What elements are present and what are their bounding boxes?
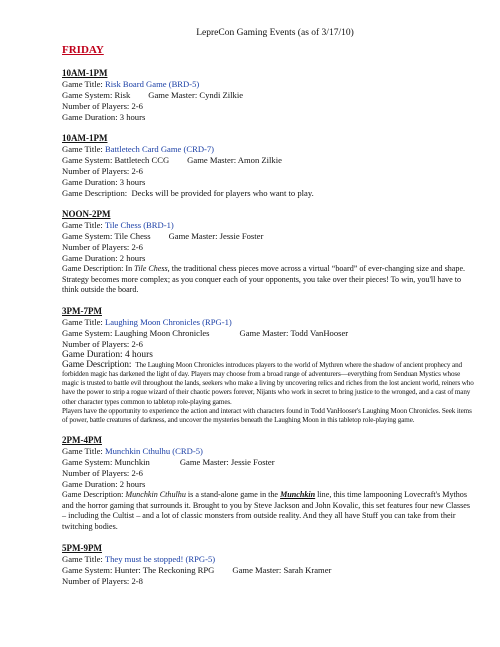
game-title-line — [62, 317, 474, 328]
players-label: Number of Players: — [62, 242, 132, 252]
event-entry — [62, 306, 474, 425]
game-system-line — [62, 457, 474, 468]
game-master: Todd VanHooser — [290, 327, 349, 338]
event-time: 5PM-9PM — [62, 542, 102, 553]
game-master: Jessie Foster — [219, 231, 264, 241]
game-system-label: Game System: — [62, 231, 115, 241]
game-system-line — [62, 328, 474, 339]
description-text: line, this time lampooning Lovecraft's Mythos and the horror gaming that surrounds it. Brought to you by Steve Jackson and John Kovalic, this set features four new Classes – including the Cultist – and a lot of classic monsters from outside reality. And they all have Stuff you can take from their twitching bodies. — [62, 490, 470, 531]
description-label: Game Description: — [62, 264, 126, 273]
duration-value: 2 hours — [119, 479, 146, 490]
event-entry — [62, 68, 474, 123]
duration-line — [62, 112, 474, 123]
game-system: Risk — [114, 90, 131, 100]
players-value: 2-6 — [131, 101, 143, 111]
duration-value: 2 hours — [119, 253, 146, 263]
duration-value: 4 hours — [125, 349, 153, 360]
description-block — [62, 490, 474, 532]
description-block-2 — [62, 407, 474, 425]
game-master-label: Game Master: — [148, 90, 200, 100]
duration-label: Game Duration: — [62, 479, 120, 490]
game-title-label: Game Title: — [62, 316, 105, 327]
players-value: 2-6 — [131, 338, 143, 349]
duration-line — [62, 479, 474, 490]
document-page — [62, 28, 474, 597]
game-master: Sarah Kramer — [283, 564, 332, 575]
event-time: 10AM-1PM — [62, 133, 108, 143]
game-title: Risk Board Game (BRD-5) — [104, 79, 200, 89]
description-block — [62, 361, 474, 407]
players-label: Number of Players: — [62, 166, 132, 176]
game-master-label: Game Master: — [239, 327, 291, 338]
duration-label: Game Duration: — [62, 349, 126, 360]
game-system-line — [62, 565, 474, 576]
event-entry — [62, 543, 474, 587]
description-text: Decks will be provided for players who want to play. — [131, 188, 314, 198]
day-heading: FRIDAY — [62, 44, 104, 56]
description-text: is a stand-alone game in the — [185, 490, 281, 500]
game-system-label: Game System: — [62, 564, 115, 575]
event-time: 2PM-4PM — [62, 435, 102, 446]
description-emphasis: Munchkin Cthulhu — [125, 490, 186, 500]
document-title: LepreCon Gaming Events (as of 3/17/10) — [196, 28, 354, 38]
players-line — [62, 166, 474, 177]
players-label: Number of Players: — [62, 338, 132, 349]
game-master-label: Game Master: — [187, 155, 238, 165]
game-system-line — [62, 155, 474, 166]
game-title-line — [62, 446, 474, 457]
players-line — [62, 576, 474, 587]
game-title-label: Game Title: — [62, 79, 105, 89]
duration-line — [62, 177, 474, 188]
players-label: Number of Players: — [62, 101, 132, 111]
event-entry — [62, 133, 474, 199]
game-title-line — [62, 144, 474, 155]
game-system: Munchkin — [114, 457, 150, 468]
game-master: Jessie Foster — [230, 457, 275, 468]
event-entry — [62, 209, 474, 296]
game-system-line — [62, 231, 474, 242]
players-value: 2-6 — [131, 242, 143, 252]
duration-value: 3 hours — [119, 177, 146, 187]
players-value: 2-8 — [131, 575, 143, 586]
game-system: Laughing Moon Chronicles — [114, 327, 210, 338]
description-emphasis-link: Munchkin — [280, 490, 316, 500]
game-system: Hunter: The Reckoning RPG — [114, 564, 215, 575]
description-label: Game Description: — [62, 490, 126, 500]
game-title: They must be stopped! (RPG-5) — [104, 553, 216, 564]
game-master-label: Game Master: — [179, 457, 231, 468]
game-title-line — [62, 220, 474, 231]
players-value: 2-6 — [131, 468, 143, 479]
duration-line — [62, 253, 474, 264]
game-title-line — [62, 554, 474, 565]
players-value: 2-6 — [131, 166, 143, 176]
game-title-label: Game Title: — [62, 553, 105, 564]
description-text: The Laughing Moon Chronicles introduces players to the world of Mythren where the shadow of ancient prophecy and forbidden magic has darkened the light of day. Players may choose from a broad range of adventurers—everything from Senduan Mystics whose magic is trusted to battle evil throughout the lands, seekers who make a living by uncovering relics and riches from the lost ancient world, reiners who have the power to strip a rogue wizard of their chaotic powers forever, Nijants who work in secret to bring justice to the wronged, and a cast of many other character types common to tabletop role-playing games. — [62, 360, 474, 406]
description-emphasis: Tile Chess, — [134, 264, 170, 273]
players-label: Number of Players: — [62, 575, 132, 586]
description-line — [62, 188, 474, 199]
game-system-label: Game System: — [62, 155, 115, 165]
players-line — [62, 339, 474, 350]
event-time: NOON-2PM — [62, 209, 111, 219]
duration-label: Game Duration: — [62, 177, 120, 187]
event-time: 3PM-7PM — [62, 305, 102, 316]
description-text: In — [125, 264, 135, 273]
game-title: Tile Chess (BRD-1) — [104, 220, 174, 230]
event-entry — [62, 435, 474, 532]
duration-label: Game Duration: — [62, 253, 120, 263]
players-line — [62, 468, 474, 479]
game-title-label: Game Title: — [62, 144, 105, 154]
duration-label: Game Duration: — [62, 112, 120, 122]
description-block — [62, 264, 474, 296]
description-label: Game Description: — [62, 359, 134, 370]
game-title-label: Game Title: — [62, 446, 105, 457]
game-title-label: Game Title: — [62, 220, 105, 230]
game-system-label: Game System: — [62, 457, 115, 468]
game-master-label: Game Master: — [232, 564, 284, 575]
players-line — [62, 101, 474, 112]
game-master: Amon Zilkie — [237, 155, 282, 165]
game-title: Laughing Moon Chronicles (RPG-1) — [104, 316, 232, 327]
duration-value: 3 hours — [119, 112, 146, 122]
event-time: 10AM-1PM — [62, 68, 108, 78]
game-system: Battletech CCG — [114, 155, 170, 165]
description-text: Players have the opportunity to experience the action and interact with characters found in Todd VanHooser's Laughing Moon Chronicles. Seek items of power, battle creatures of darkness, and uncover the mysteries beneath the Laughing Moon in this tabletop role-playing game. — [62, 406, 472, 424]
game-system-line — [62, 90, 474, 101]
game-title: Munchkin Cthulhu (CRD-5) — [104, 446, 203, 457]
description-label: Game Description: — [62, 188, 130, 198]
game-master-label: Game Master: — [168, 231, 220, 241]
game-system-label: Game System: — [62, 90, 115, 100]
players-line — [62, 242, 474, 253]
game-system-label: Game System: — [62, 327, 115, 338]
game-master: Cyndi Zilkie — [199, 90, 244, 100]
description-text: the traditional chess pieces move across a virtual “board” of ever-changing size and shape. Strategy becomes more complex; as you conquer each of your opponents, you take over their pieces! To win, you'll have to think outside the board. — [62, 264, 466, 295]
players-label: Number of Players: — [62, 468, 132, 479]
game-title: Battletech Card Game (CRD-7) — [104, 144, 215, 154]
game-title-line — [62, 79, 474, 90]
game-system: Tile Chess — [114, 231, 151, 241]
